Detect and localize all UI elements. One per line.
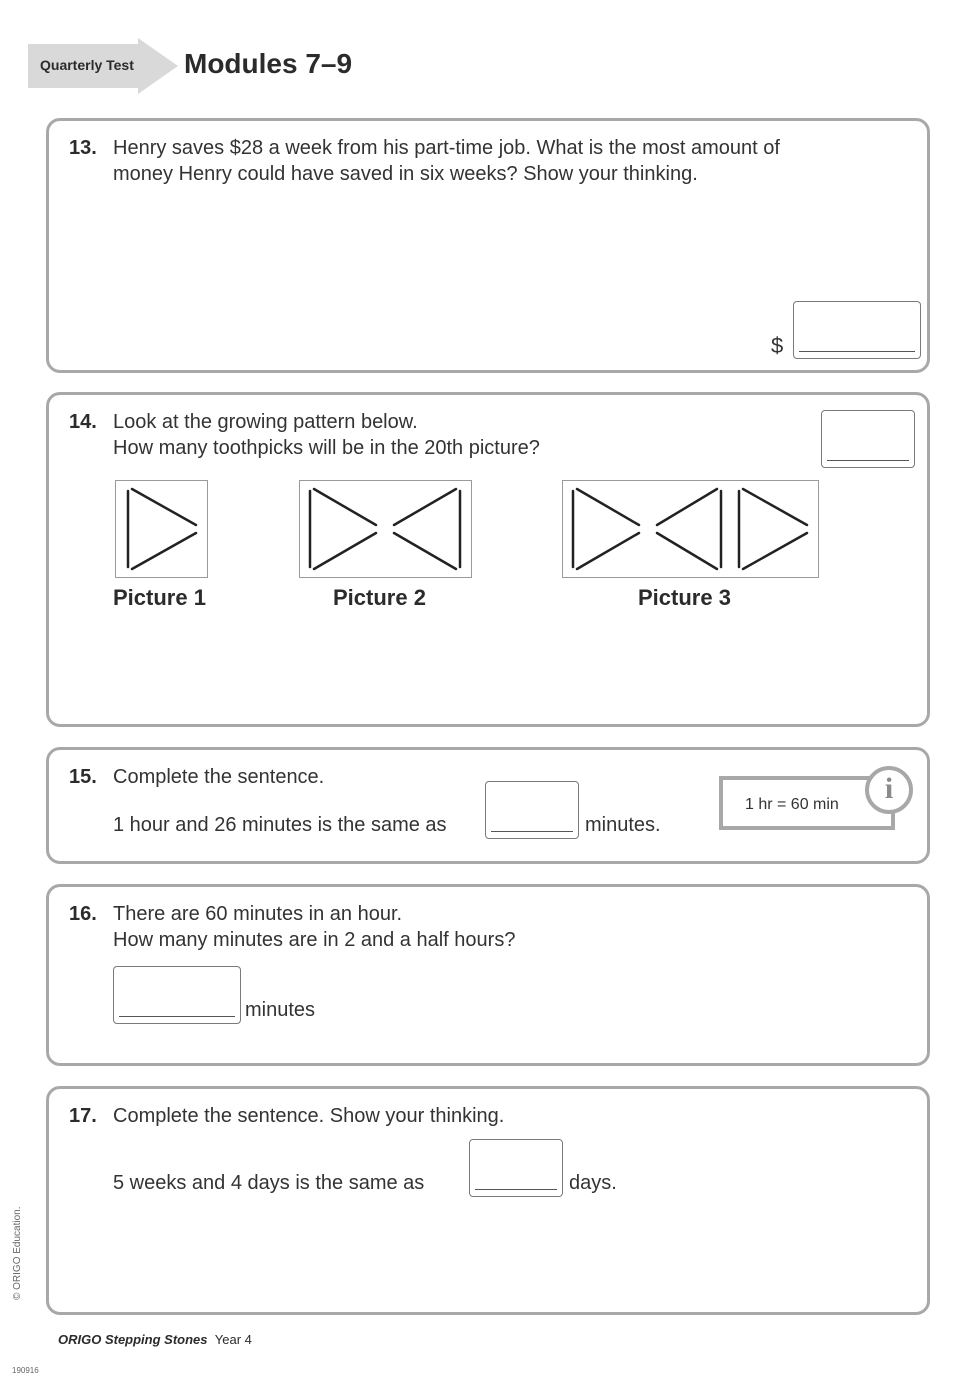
question-text-line: Look at the growing pattern below. [113,411,418,433]
toothpick-triangles-icon [563,481,817,576]
quarterly-test-tag [28,38,178,94]
tag-label: Quarterly Test [40,57,134,73]
currency-symbol: $ [771,333,784,358]
question-13-box [46,118,930,373]
question-text-line: money Henry could have saved in six weeks? Show your thinking. [113,163,698,185]
info-icon: i [865,766,913,814]
picture-label: Picture 1 [113,585,206,610]
question-17-box [46,1086,930,1315]
question-text-line: There are 60 minutes in an hour. [113,903,403,925]
answer-box-q15[interactable] [485,781,579,839]
picture-1-diagram [115,480,208,578]
question-text-line: How many toothpicks will be in the 20th picture? [113,437,540,459]
question-14-box [46,392,930,727]
sentence-end: minutes. [585,814,661,836]
picture-2-diagram [299,480,472,578]
question-15-box [46,747,930,864]
question-number: 16. [69,903,97,925]
page-title: Modules 7–9 [184,48,353,79]
document-code: 190916 [12,1366,39,1375]
picture-label: Picture 3 [638,585,731,610]
sentence-start: 1 hour and 26 minutes is the same as [113,814,447,836]
unit-label: minutes [245,999,316,1021]
question-text [113,135,780,187]
sentence-start: 5 weeks and 4 days is the same as [113,1172,425,1194]
toothpick-triangle-icon [116,481,206,576]
question-text-line: How many minutes are in 2 and a half hours? [113,929,516,951]
copyright-notice: © ORIGO Education. [12,1206,23,1300]
footer-year: Year 4 [214,1332,252,1347]
info-text: 1 hr = 60 min [745,796,839,813]
answer-box-q17[interactable] [469,1139,563,1197]
question-text-line: Henry saves $28 a week from his part-time job. What is the most amount of [113,137,780,159]
question-number: 14. [69,411,97,433]
picture-3-diagram [562,480,819,578]
answer-box-q16[interactable] [113,966,241,1024]
answer-box-q13[interactable] [793,301,921,359]
sentence-end: days. [569,1172,617,1194]
question-text [113,901,515,953]
footer-brand: ORIGO Stepping Stones [58,1332,208,1347]
picture-label: Picture 2 [333,585,426,610]
footer [58,1332,252,1347]
question-text: Complete the sentence. [113,766,325,788]
question-16-box [46,884,930,1066]
question-number: 15. [69,766,97,788]
question-number: 13. [69,137,97,159]
toothpick-triangles-icon [300,481,470,576]
question-number: 17. [69,1105,97,1127]
info-hint-box [719,770,899,834]
answer-box-q14[interactable] [821,410,915,468]
question-text [113,409,540,461]
question-text: Complete the sentence. Show your thinking. [113,1105,505,1127]
